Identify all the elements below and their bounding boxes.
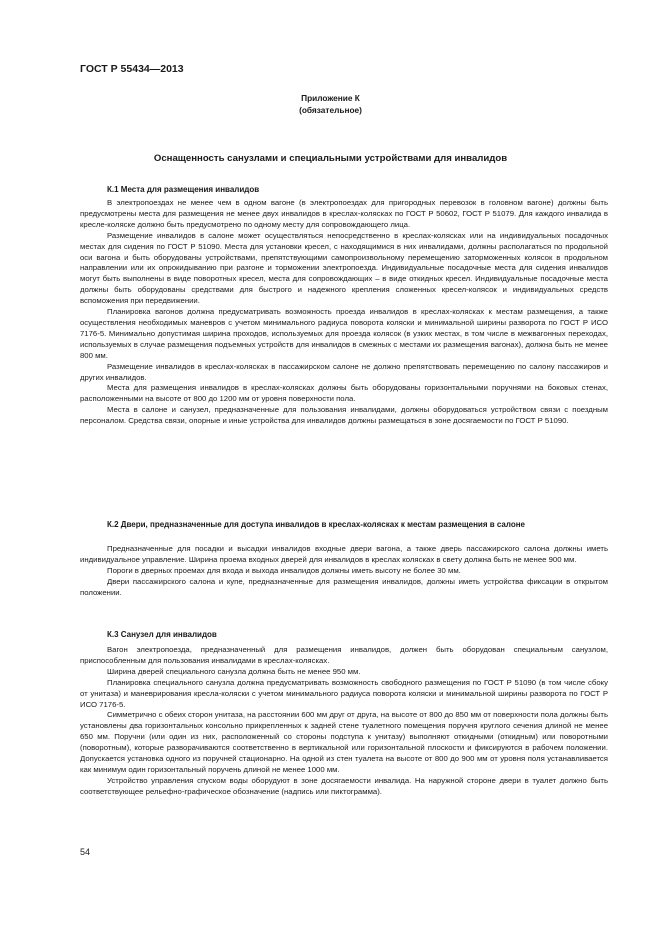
annex-title: Приложение К: [301, 93, 360, 103]
section-heading-k3: К.3 Санузел для инвалидов: [107, 630, 217, 639]
paragraph: Размещение инвалидов в салоне может осуществляться непосредственно в креслах-колясках или на индивидуальных посадочных местах для сидения по ГОСТ Р 51090. Места для установки кресел, с находящимися в них инвалидами, должны располагаться по продольной оси вагона и быть оборудованы устройствами, препятствующими самопроизвольному перемещению заторможенных колясок в продольном направлении или их опрокидыванию при разгоне и торможении электропоезда. Индивидуальные посадочные места для сидения инвалидов могут быть выполнены в виде поворотных кресел, места для сопровождающих – в виде откидных кресел. Индивидуальные посадочные места должны быть оборудованы средствами для быстрого и надежного крепления сложенных кресел-колясок и индивидуальных средств вспоможения при передвижении.: [80, 230, 608, 306]
paragraph: В электропоездах не менее чем в одном вагоне (в электропоездах для пригородных перевозок в головном вагоне) должны быть предусмотрены места для размещения не менее двух инвалидов в креслах-колясках по ГОСТ Р 50602, ГОСТ Р 51079. Для каждого инвалида в кресле-коляске должно быть предусмотрено по одному месту для сопровождающего лица.: [80, 198, 608, 229]
page-number: 54: [80, 847, 91, 857]
paragraph: Предназначенные для посадки и высадки инвалидов входные двери вагона, а также дверь пассажирского салона должны иметь индивидуальное управление. Ширина проема входных дверей для инвалидов в креслах колясках в свету должна быть не менее 900 мм.: [80, 544, 608, 564]
paragraph: Пороги в дверных проемах для входа и выхода инвалидов должны иметь высоту не более 30 мм.: [107, 565, 461, 575]
paragraph: Места в салоне и санузел, предназначенные для пользования инвалидами, должны оборудоваться устройством связи с поездным персоналом. Средства связи, опорные и иные устройства для инвалидов должны размещаться в зоне досягаемости по ГОСТ Р 51090.: [80, 405, 608, 426]
section-heading-k1: К.1 Места для размещения инвалидов: [107, 185, 260, 194]
paragraph: Двери пассажирского салона и купе, предназначенные для размещения инвалидов, должны иметь устройства фиксации в открытом положении.: [80, 576, 608, 597]
section-body-k2: [80, 544, 608, 599]
section-heading-k2: К.2 Двери, предназначенные для доступа инвалидов в креслах-колясках к местам размещения в салоне: [107, 520, 526, 529]
document-header: ГОСТ Р 55434—2013: [80, 63, 184, 75]
paragraph: Планировка специального санузла должна предусматривать возможность свободного размещения по ГОСТ Р 51090 (в том числе сбоку от унитаза) и маневрирования кресла-коляски с учетом минимального радиуса поворота коляски и минимальной ширины разворота по ГОСТ Р ИСО 7176-5.: [80, 677, 608, 709]
paragraph: Вагон электропоезда, предназначенный для размещения инвалидов, должен быть оборудован специальным санузлом, приспособленным для пользования инвалидами в креслах-колясках.: [80, 645, 608, 665]
section-body-k1: [80, 198, 608, 427]
paragraph: Симметрично с обеих сторон унитаза, на расстоянии 600 мм друг от друга, на высоте от 800 до 850 мм от поверхности пола должны быть установлены два горизонтальных консольно прикрепленных к задней стене туалетного помещения поручня круглого сечения длиной не менее 650 мм. Поручни (или один из них, расположенный со стороны подступа к унитазу) выполняют откидными (откидным) или поворотными (поворотным), которые разворачиваются соответственно в вертикальной или горизонтальной плоскости и фиксируются в рабочем положении. Допускается установка одного из поручней стационарно. На одной из стен туалета на высоте от 800 до 900 мм от уровня поля устанавливается как минимум один горизонтальный поручень длиной не менее 1000 мм.: [80, 710, 608, 774]
paragraph: Устройство управления спуском воды оборудуют в зоне досягаемости инвалида. На наружной стороне двери в туалет должно быть соответствующее рельефно-графическое обозначение (надпись или пиктограмма).: [80, 775, 608, 796]
paragraph: Ширина дверей специального санузла должна быть не менее 950 мм.: [107, 666, 361, 676]
paragraph: Размещение инвалидов в креслах-колясках в пассажирском салоне не должно препятствовать перемещению по салону пассажиров и других инвалидов.: [80, 361, 608, 382]
main-title: Оснащенность санузлами и специальными устройствами для инвалидов: [153, 153, 508, 164]
section-body-k3: [80, 645, 608, 798]
annex-status: (обязательное): [299, 104, 362, 115]
paragraph: Места для размещения инвалидов в креслах-колясках должны быть оборудованы горизонтальными поручнями на боковых стенах, расположенными на высоте от 800 до 1200 мм от уровня поверхности пола.: [80, 383, 608, 404]
annex-block: [0, 93, 661, 116]
paragraph: Планировка вагонов должна предусматривать возможность проезда инвалидов в креслах-колясках к местам размещения, а также осуществления необходимых маневров с учетом минимального радиуса поворота коляски и минимальной ширины разворота по ГОСТ Р ИСО 7176-5. Минимально допустимая ширина проходов, используемых для проезда колясок (в узких местах, в том числе в межвагонных переходах, используемых в случае размещения подъемных устройств для инвалидов в смежных с местами их размещения вагонах), должна быть не менее 800 мм.: [80, 307, 608, 360]
